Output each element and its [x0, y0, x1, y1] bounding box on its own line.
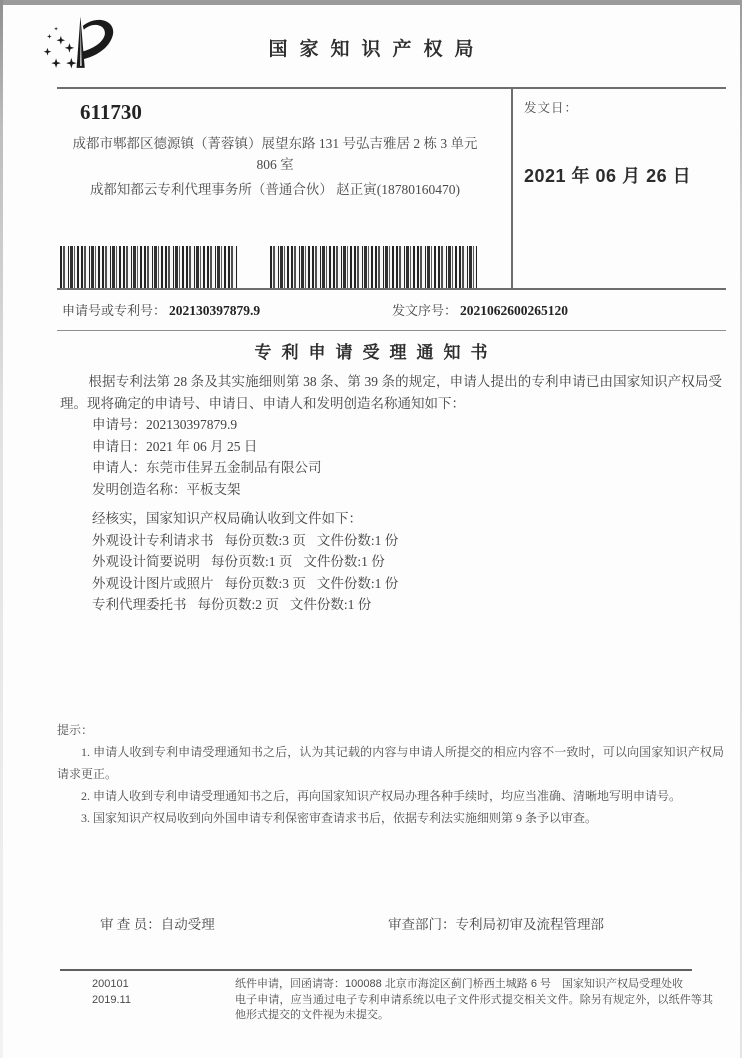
- examiner-label: 审 查 员：: [100, 917, 161, 932]
- recipient-address-line2: 806 室: [256, 157, 294, 172]
- file-row: [92, 530, 722, 552]
- examiner-group: [100, 913, 215, 933]
- footer-code-2: 2019.11: [92, 993, 131, 1006]
- tips-section: [57, 719, 724, 829]
- serial-number-value: 2021062600265120: [460, 303, 569, 318]
- file-row: [92, 551, 722, 573]
- department-label: 审查部门：: [388, 917, 456, 932]
- field-label: 发明创造名称：: [92, 481, 187, 497]
- agency-name: 国家知识产权局: [268, 39, 486, 60]
- file-pages: 每份页数:3 页: [224, 532, 306, 548]
- title-divider: [57, 330, 726, 331]
- recipient-block: [58, 100, 492, 200]
- postal-code: 611730: [80, 100, 142, 124]
- field-value: 平板支架: [186, 481, 241, 497]
- header-divider: [57, 87, 726, 89]
- file-name: 外观设计简要说明: [92, 554, 200, 569]
- file-row: [92, 573, 722, 595]
- file-name: 外观设计专利请求书: [92, 532, 214, 548]
- field-applicant: [92, 457, 722, 479]
- footer-divider: [60, 969, 692, 971]
- field-label: 申请人：: [92, 460, 146, 475]
- footer-form-codes: [92, 977, 131, 1008]
- notice-body: [60, 371, 722, 616]
- serial-number-group: [392, 300, 568, 319]
- mid-divider: [57, 288, 726, 290]
- notice-title: 专利申请受理通知书: [254, 343, 498, 362]
- field-application-date: [92, 436, 722, 458]
- application-number-group: [62, 300, 260, 319]
- serial-number-label: 发文序号：: [392, 303, 458, 318]
- scan-edge-left: [0, 0, 3, 1058]
- notice-intro: 根据专利法第 28 条及其实施细则第 38 条、第 39 条的规定，申请人提出的专利申请已由国家知识产权局受理。现将确定的申请号、申请日、申请人和发明创造名称通知如下：: [60, 374, 722, 411]
- field-label: 申请日：: [92, 438, 146, 454]
- field-label: 申请号：: [92, 417, 146, 432]
- reference-row: [0, 300, 742, 322]
- scan-edge-top: [0, 0, 742, 5]
- tip-item: 2. 申请人收到专利申请受理通知书之后，再向国家知识产权局办理各种手续时，均应当准确、清晰地写明申请号。: [81, 789, 682, 803]
- file-copies: 文件份数:1 份: [303, 554, 385, 569]
- tip-item: 1. 申请人收到专利申请受理通知书之后，认为其记载的内容与申请人所提交的相应内容不一致时，可以向国家知识产权局请求更正。: [57, 745, 724, 781]
- field-value: 东莞市佳昇五金制品有限公司: [146, 460, 322, 475]
- field-invention-name: [92, 479, 722, 501]
- footer-note-paper: 纸件申请，回函请寄：100088 北京市海淀区蓟门桥西土城路 6 号 国家知识产权局受理处收: [235, 978, 683, 990]
- department-value: 专利局初审及流程管理部: [455, 917, 604, 932]
- file-name: 外观设计图片或照片: [92, 575, 214, 591]
- file-pages: 每份页数:1 页: [211, 554, 293, 569]
- department-group: [388, 913, 604, 933]
- file-copies: 文件份数:1 份: [316, 575, 399, 591]
- field-value: 202130397879.9: [146, 417, 238, 432]
- received-files-list: [92, 530, 722, 616]
- barcode-left: [60, 246, 238, 289]
- file-name: 专利代理委托书: [92, 597, 187, 612]
- issue-date-box: [524, 98, 724, 188]
- issue-date-label: 发文日：: [524, 101, 579, 115]
- file-copies: 文件份数:1 份: [316, 532, 399, 548]
- application-number-label: 申请号或专利号：: [62, 303, 167, 318]
- footer-note-electronic: 电子申请，应当通过电子专利申请系统以电子文件形式提交相关文件。除另有规定外，以纸件等其他形式提交的文件视为未提交。: [235, 993, 713, 1021]
- issue-box-divider: [511, 87, 513, 290]
- field-value: 2021 年 06 月 25 日: [146, 438, 258, 454]
- file-row: [92, 594, 722, 616]
- footer-code-1: 200101: [92, 978, 129, 990]
- recipient-address-line1: 成都市郫都区德源镇（菁蓉镇）展望东路 131 号弘吉雅居 2 栋 3 单元: [72, 136, 478, 151]
- recipient-agent-line: 成都知都云专利代理事务所（普通合伙） 赵正寅(18780160470): [89, 182, 461, 197]
- examiner-value: 自动受理: [160, 917, 215, 932]
- field-application-number: [92, 414, 722, 436]
- tips-heading: 提示：: [57, 723, 94, 737]
- barcode-right: [270, 246, 477, 289]
- footer-notes: [235, 977, 713, 1024]
- signoff-row: [0, 913, 742, 933]
- issue-date-value: 2021 年 06 月 26 日: [524, 166, 692, 186]
- file-pages: 每份页数:3 页: [224, 575, 306, 591]
- file-copies: 文件份数:1 份: [289, 597, 372, 612]
- received-files-intro: 经核实，国家知识产权局确认收到文件如下：: [92, 511, 362, 526]
- application-fields: [92, 414, 722, 500]
- application-number-value: 202130397879.9: [169, 303, 261, 318]
- tip-item: 3. 国家知识产权局收到向外国申请专利保密审查请求书后，依据专利法实施细则第 9 条予以审查。: [81, 811, 598, 825]
- file-pages: 每份页数:2 页: [197, 597, 279, 612]
